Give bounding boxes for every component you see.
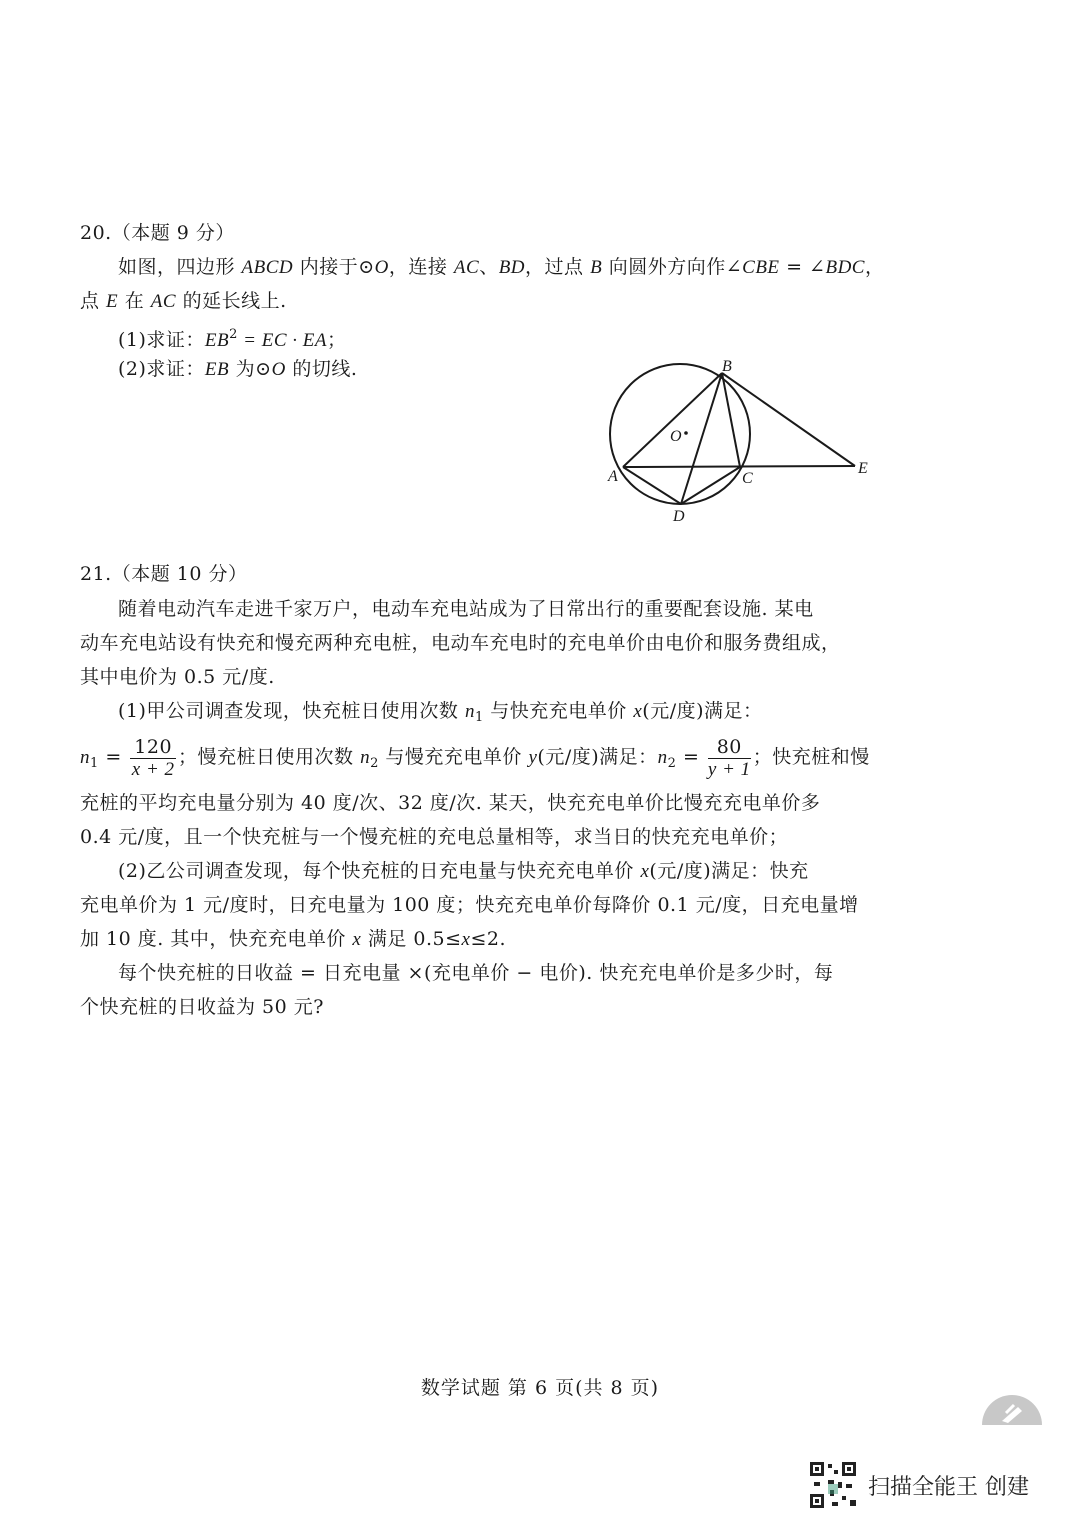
q21-para1-line1: 随着电动汽车走进千家万户，电动车充电站成为了日常出行的重要配套设施. 某电: [118, 598, 814, 620]
watermark-text: 扫描全能王 创建: [868, 1475, 1029, 1500]
q21-para1-line3: 其中电价为 0.5 元/度.: [80, 666, 275, 688]
label-b: B: [722, 358, 732, 375]
label-c: C: [742, 470, 753, 487]
geometry-figure: [600, 355, 890, 530]
q20-part2: (2)求证：EB 为⊙O 的切线.: [118, 358, 358, 380]
qr-code-icon: [808, 1460, 858, 1510]
q21-part1-line3: 充桩的平均充电量分别为 40 度/次、32 度/次. 某天，快充充电单价比慢充充电单价多: [80, 792, 821, 814]
q20-stem-line1: 如图，四边形 ABCD 内接于⊙O，连接 AC、BD，过点 B 向圆外方向作∠CBE = ∠BDC，: [118, 256, 885, 278]
q21-part2-line1: (2)乙公司调查发现，每个快充桩的日充电量与快充充电单价 x(元/度)满足：快充: [118, 860, 809, 882]
scanner-logo-icon: [978, 1385, 1046, 1425]
q21-heading: 21.（本题 10 分）: [80, 563, 248, 585]
q20-heading: 20.（本题 9 分）: [80, 222, 235, 244]
fraction-n2: $\frac{80}{y + 1}$: [707, 735, 751, 780]
q20-part1: (1)求证：$EB^2$ = EC · EA；: [118, 327, 347, 351]
q20-stem-line2: 点 E 在 AC 的延长线上.: [80, 290, 287, 312]
q21-para1-line2: 动车充电站设有快充和慢充两种充电桩，电动车充电时的充电单价由电价和服务费组成，: [80, 632, 841, 654]
center-dot: [684, 431, 688, 435]
figure-segments: [623, 373, 855, 504]
label-e: E: [858, 460, 868, 477]
fraction-n1: $\frac{120}{x + 2}$: [131, 735, 175, 780]
q21-part1-line1: (1)甲公司调查发现，快充桩日使用次数 $n_1$ 与快充充电单价 x(元/度)满足：: [118, 700, 763, 725]
q21-part3-line2: 个快充桩的日收益为 50 元?: [80, 996, 324, 1018]
q21-part2-line3: 加 10 度. 其中，快充充电单价 x 满足 0.5≤x≤2.: [80, 928, 507, 950]
label-o: O: [670, 428, 682, 445]
label-a: A: [608, 468, 618, 485]
q21-part2-line2: 充电单价为 1 元/度时，日充电量为 100 度；快充充电单价每降价 0.1 元/度，日充电量增: [80, 894, 859, 916]
q21-part1-line4: 0.4 元/度，且一个快充桩与一个慢充桩的充电总量相等，求当日的快充充电单价；: [80, 826, 789, 848]
segment-be: [722, 373, 855, 466]
page-footer: 数学试题 第 6 页(共 8 页): [420, 1377, 660, 1399]
q21-formula-line: $n_1$ = $\frac{120}{x + 2}$ ；慢充桩日使用次数 $n_2$ 与慢充充电单价 y(元/度)满足：$n_2$ = $\frac{80}{y + 1}$ ；快充桩和慢: [80, 735, 870, 780]
label-d: D: [673, 508, 685, 525]
q21-part3-line1: 每个快充桩的日收益 = 日充电量 ×(充电单价 − 电价). 快充充电单价是多少时，每: [118, 962, 834, 984]
